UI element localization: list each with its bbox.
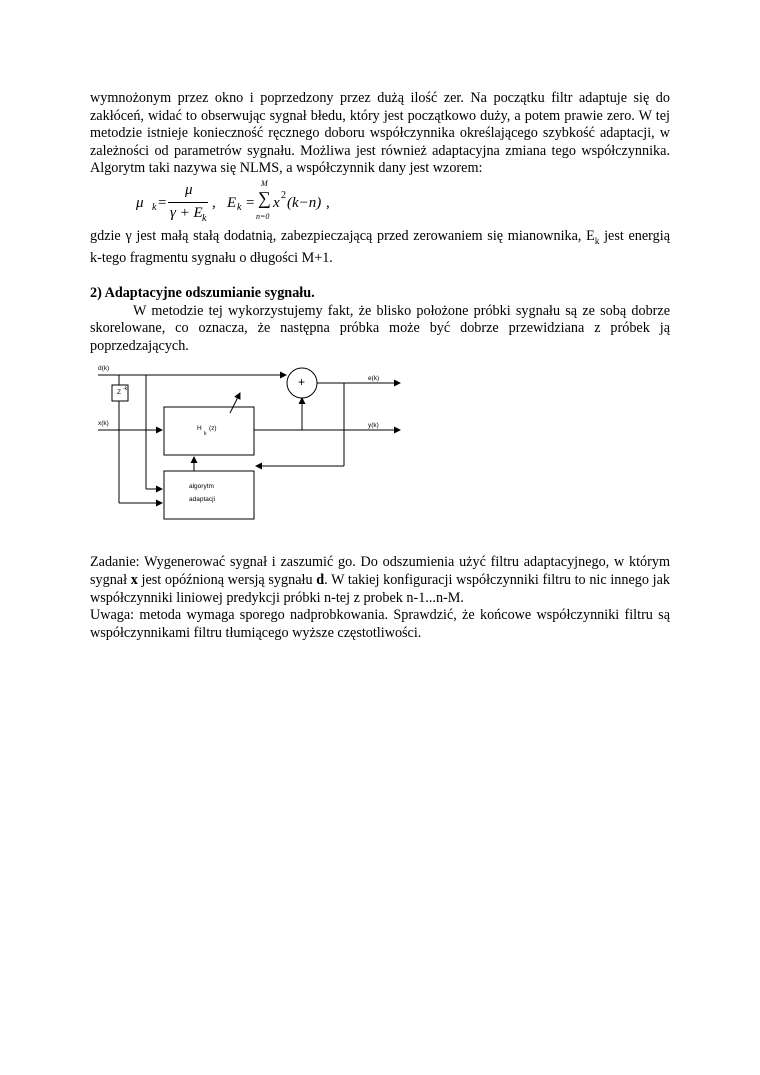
- formula-eq2: =: [246, 194, 255, 211]
- formula-term-sup: 2: [281, 189, 286, 201]
- nlms-formula: [90, 180, 670, 228]
- label-z: Z: [117, 389, 121, 397]
- label-x: x(k): [98, 420, 109, 428]
- paragraph-method: W metodzie tej wykorzystujemy fakt, że blisko położone próbki sygnału są ze sobą dobrze skorelowane, co oznacza, że następna próbka może być dobrze przewidziana z próbek ją poprzedzających.: [90, 302, 670, 354]
- formula-E-sub: k: [237, 201, 242, 213]
- label-y: y(k): [368, 422, 379, 430]
- formula-comma1: ,: [212, 194, 216, 211]
- label-sum: +: [298, 375, 306, 390]
- formula-eq1: =: [158, 194, 167, 211]
- formula-term-arg: (k−n): [287, 194, 322, 211]
- formula-denominator: γ + E: [170, 204, 203, 221]
- paragraph-task: Zadanie: Wygenerować sygnał i zaszumić go. Do odszumienia użyć filtru adaptacyjnego, w którym sygnał x jest opóźnioną wersją sygnału d. W takiej konfiguracji współczynniki filtru to nic innego jak współczynniki liniowej predykcji próbki n-tej z probek n-1...n-M.: [90, 554, 670, 606]
- spacer: [90, 538, 670, 554]
- adapt-arrow: [230, 393, 240, 413]
- label-h: H: [197, 425, 202, 433]
- label-e: e(k): [368, 375, 380, 383]
- formula-comma2: ,: [326, 194, 330, 211]
- formula-mu-sub: k: [152, 201, 157, 213]
- formula-sum-upper: M: [261, 178, 268, 188]
- formula-den-sub: k: [202, 212, 207, 224]
- formula-sum: ∑: [258, 187, 271, 208]
- formula-term: x: [273, 194, 280, 211]
- section-heading: 2) Adaptacyjne odszumianie sygnału.: [90, 284, 315, 301]
- fraction-bar: [168, 202, 208, 203]
- label-alg-1: algorytm: [189, 483, 214, 491]
- document-page: [90, 90, 670, 642]
- block-diagram-svg: [90, 363, 410, 538]
- label-h-arg: (z): [209, 425, 217, 433]
- formula-sum-lower: n=0: [256, 211, 270, 221]
- adaptive-filter-diagram: [90, 363, 410, 538]
- label-d: d(k): [98, 365, 110, 373]
- formula-mu: μ: [136, 194, 144, 211]
- label-alg-2: adaptacji: [189, 496, 216, 504]
- formula-numerator: μ: [185, 181, 193, 198]
- paragraph-gamma: gdzie γ jest małą stałą dodatnią, zabezpieczającą przed zerowaniem się mianownika, $E_k$ jest energią k-tego fragmentu sygnału o długości M+1.: [90, 227, 670, 267]
- label-z-sup: -k: [123, 386, 128, 393]
- paragraph-note: Uwaga: metoda wymaga sporego nadprobkowania. Sprawdzić, że końcowe współczynniki filtru są współczynnikami filtru tłumiącego wyższe częstotliwości.: [90, 607, 670, 641]
- paragraph-nlms-intro: wymnożonym przez okno i poprzedzony przez dużą ilość zer. Na początku filtr adaptuje się do zakłóceń, widać to obserwując sygnał błedu, który jest początkowo duży, a potem prawie zero. W tej metodzie istnieje konieczność ręcznego doboru współczynnika określającego szybkość adaptacji, w zależności od parametrów sygnału. Możliwa jest również adaptacyjna zmiana tego współczynnika. Algorytm taki nazywa się NLMS, a współczynnik dany jest wzorem:: [90, 90, 670, 177]
- label-h-sub: k: [204, 431, 207, 438]
- algorithm-block: [164, 471, 254, 519]
- formula-E: E: [227, 194, 237, 211]
